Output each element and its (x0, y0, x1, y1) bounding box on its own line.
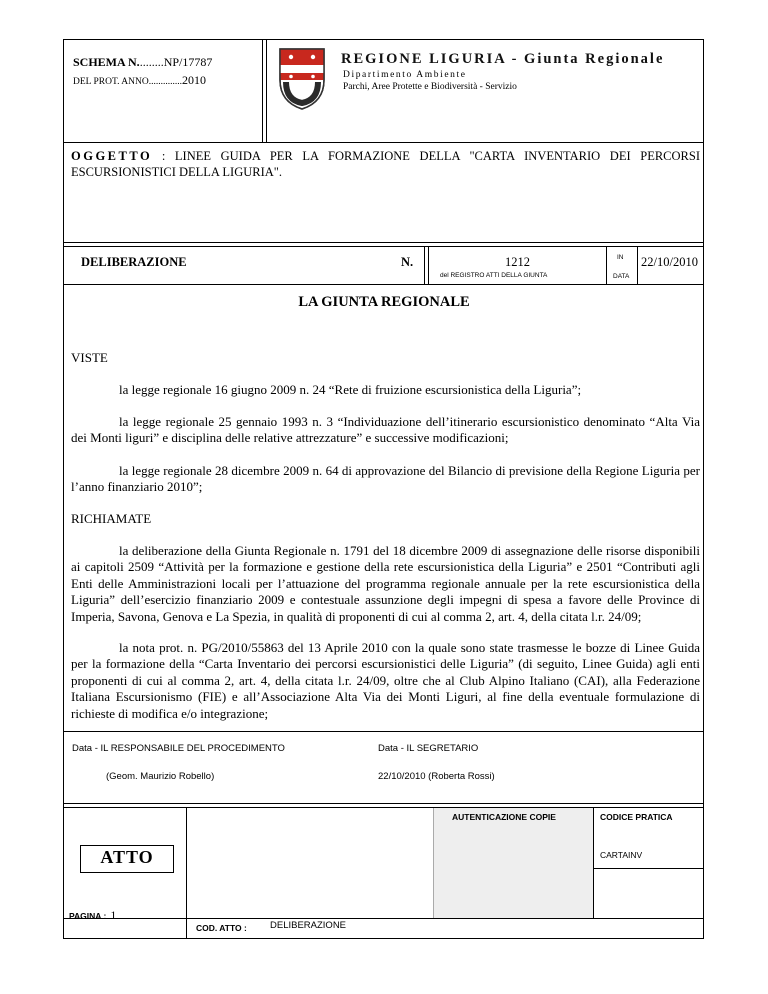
responsabile-label: Data - IL RESPONSABILE DEL PROCEDIMENTO (72, 743, 285, 754)
oggetto-label: OGGETTO (71, 149, 153, 163)
prot-year: 2010 (182, 73, 206, 87)
viste-item: la legge regionale 16 giugno 2009 n. 24 “Rete di fruizione escursionistica della Liguria”; (119, 382, 582, 397)
schema-dots: ........ (139, 55, 164, 69)
segretario-value: 22/10/2010 (Roberta Rossi) (378, 771, 495, 782)
page-title: LA GIUNTA REGIONALE (298, 294, 470, 310)
viste-label: VISTE (71, 350, 108, 365)
richiamate-item: la nota prot. n. PG/2010/55863 del 13 Aprile 2010 con la quale sono state trasmesse le bozze di Linee Guida per la formazione della “Carta Inventario dei percorsi escursionistici delle Liguria” (di seguito, Linee Guida) agli enti proponenti di cui al comma 2, art. 4, della citata l.r. 24/09, oltre che al Club Alpino Italiano (CAI), alla Federazione Italiana Escursionismo (FIE) e all’Associazione Alta Via dei Monti Liguri, al fine della eventuale formulazione di richieste di modifica e/o integrazione; (71, 640, 700, 721)
deliberazione-date: 22/10/2010 (641, 255, 698, 269)
cod-atto-value: DELIBERAZIONE (270, 920, 347, 931)
viste-item: la legge regionale 28 dicembre 2009 n. 64 di approvazione del Bilancio di previsione della Regione Liguria per l’anno finanziario 2010”; (71, 463, 700, 495)
atto-label: ATTO (100, 847, 154, 867)
oggetto-text: : LINEE GUIDA PER LA FORMAZIONE DELLA "CARTA INVENTARIO DEI PERCORSI ESCURSIONISTICI DELLA LIGURIA". (71, 149, 700, 179)
prot-label: DEL PROT. ANNO. (73, 77, 152, 87)
deliberazione-label: DELIBERAZIONE (81, 255, 187, 269)
prot-line (73, 73, 206, 88)
richiamate-item: la deliberazione della Giunta Regionale n. 1791 del 18 dicembre 2009 di assegnazione delle risorse disponibili ai capitoli 2509 “Attività per la formazione e gestione della rete escursionistica della Liguria” e 2501 “Contributi agli Enti delle Amministrazioni locali per l’attuazione del programma regionale annuale per la rete escursionistica della Liguria” dell’esercizio finanziario 2009 e contestuale assunzione degli impegni di spesa a favore delle Province di Imperia, Savona, Genova e La Spezia, in qualità di proponenti di cui al comma 2, art. 4, della citata l.r. 24/09; (71, 543, 700, 624)
deliberazione-number: 1212 (505, 255, 530, 269)
schema-line (73, 55, 212, 70)
pagina-line (69, 906, 116, 924)
region-title: REGIONE LIGURIA - Giunta Regionale (341, 51, 665, 67)
liguria-coat-of-arms-icon (277, 46, 327, 112)
pagina-label: PAGINA : (69, 911, 107, 921)
office: Parchi, Aree Protette e Biodiversità - Servizio (343, 82, 517, 92)
codice-pratica-value: CARTAINV (600, 850, 643, 860)
segretario-label: Data - IL SEGRETARIO (378, 743, 479, 754)
schema-label: SCHEMA N. (73, 55, 140, 69)
in-label: IN (617, 254, 624, 261)
data-label: DATA (613, 273, 630, 280)
codice-pratica-label: CODICE PRATICA (600, 812, 673, 822)
autenticazione-area (433, 808, 593, 918)
autenticazione-label: AUTENTICAZIONE COPIE (452, 812, 556, 822)
deliberazione-n-label: N. (401, 255, 414, 269)
schema-number: NP/17787 (163, 55, 213, 69)
prot-dots: ............. (151, 77, 182, 87)
department: Dipartimento Ambiente (343, 70, 467, 80)
responsabile-name: (Geom. Maurizio Robello) (106, 771, 215, 782)
oggetto (71, 148, 700, 180)
richiamate-label: RICHIAMATE (71, 511, 152, 526)
pagina-value: 1 (110, 908, 117, 922)
cod-atto-label: COD. ATTO : (196, 923, 247, 933)
registro-label: del REGISTRO ATTI DELLA GIUNTA (440, 272, 548, 279)
viste-item: la legge regionale 25 gennaio 1993 n. 3 “Individuazione dell’itinerario escursionistico denominato “Alta Via dei Monti liguri” e disciplina delle relative attrezzature” e successive modificazioni; (71, 414, 700, 446)
